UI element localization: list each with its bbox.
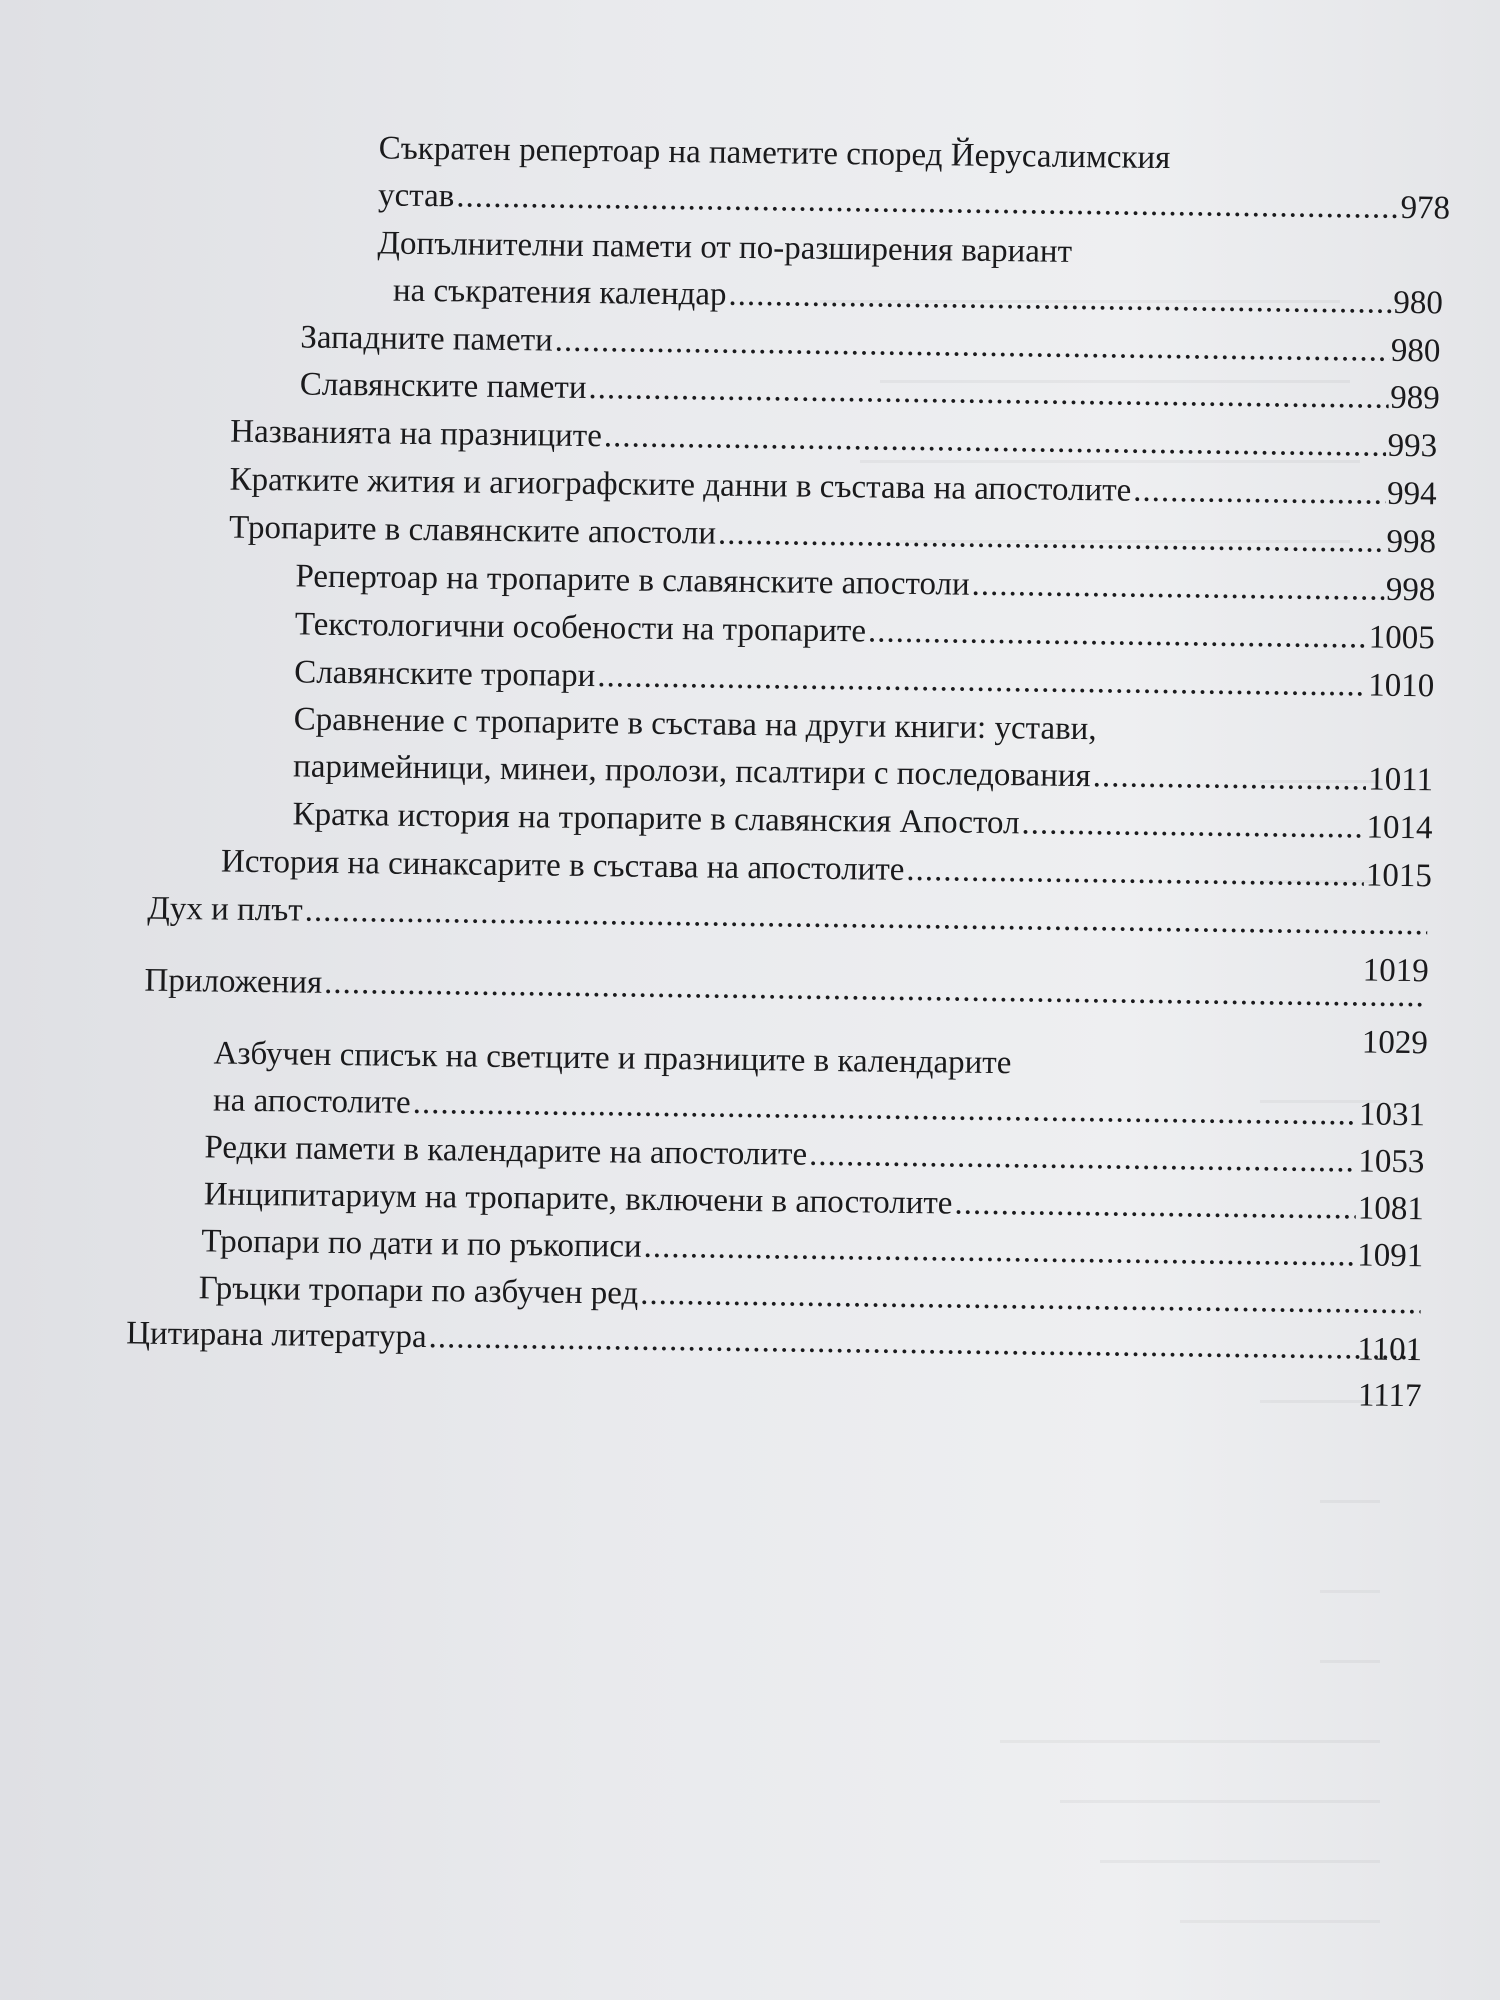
toc-page-number: 994 [1386,475,1437,513]
toc-entry[interactable] [293,696,1434,804]
toc-entry-title: на съкратения календар [392,272,727,313]
toc-page-number: 1010 [1368,667,1435,705]
toc-page-number: 1014 [1366,809,1433,847]
dot-leader [1021,800,1365,851]
toc-entry-title: Кратките жития и агиографските данни в състава на апостолите [229,461,1132,509]
dot-leader [1133,468,1385,518]
toc-entry-title: Западните памети [300,319,554,359]
toc-entry-title: Приложения [144,962,323,1001]
toc-entry[interactable] [213,1030,1426,1139]
toc-entry-title: История на синаксарите в състава на апостолите [220,843,905,888]
toc-entry-title: Тропарите в славянските апостоли [228,509,717,552]
toc-page-number: 1011 [1368,761,1434,799]
toc-entry-title: Славянските памети [299,366,587,406]
toc-page-number: 1029 [1361,1024,1429,1062]
toc-entry[interactable] [125,1310,1422,1420]
toc-entry-title: паримейници, минеи, пролози, псалтири с последования [292,748,1091,795]
toc-entry[interactable] [378,125,1451,232]
toc-page-number: 980 [1393,284,1444,322]
toc-page-number: 1091 [1357,1237,1424,1275]
toc-page-number: 998 [1386,523,1437,561]
toc-page-number: 998 [1385,571,1436,609]
dot-leader [604,413,1386,470]
toc-entry-title: Цитирана литература [125,1315,427,1356]
toc-entry-title: устав [377,177,455,215]
toc-page-number: 1031 [1358,1096,1426,1134]
toc-page-number: 1081 [1357,1190,1425,1228]
dot-leader [718,511,1385,566]
toc-entry-title: Гръцки тропари по азбучен ред [198,1270,639,1312]
dot-leader [906,847,1364,900]
toc-page-number: 980 [1390,332,1441,370]
dot-leader [1092,753,1366,803]
toc-page-number: 1101 [1357,1331,1423,1369]
toc-page-number: 1117 [1357,1377,1422,1415]
toc-page-number: 989 [1390,379,1440,417]
toc-entry-title: Тропари по дати и по ръкописи [201,1223,642,1265]
toc-page-number: 1015 [1365,857,1433,895]
toc-entry-title-line1: Азбучен списък на светците и празниците в календарите [213,1035,1012,1082]
toc-page-number: 1005 [1368,619,1436,657]
toc-entry-title: Инципитариум на тропарите, включени в апостолите [203,1176,953,1222]
toc-entry-title: на апостолите [212,1082,411,1121]
toc-page-number: 1053 [1358,1143,1425,1181]
toc-page-number: 978 [1400,189,1451,227]
toc-entry-title: Дух и плът [147,890,303,929]
dot-leader [868,608,1367,661]
dot-leader [954,1181,1356,1233]
toc-entry-title: Редки памети в календарите на апостолите [204,1129,808,1173]
toc-entry-title: Текстологични особености на тропарите [294,606,867,650]
toc-entry[interactable] [377,220,1444,327]
toc-entry-title: Репертоар на тропарите в славянските апостоли [295,558,970,603]
toc-page-number: 1019 [1362,952,1429,990]
toc-entry-title: Славянските тропари [294,654,596,695]
toc-entry-title: Названията на празниците [230,413,603,455]
dot-leader [588,365,1388,422]
dot-leader [728,272,1391,327]
toc-entry-title-line1: Сравнение с тропарите в състава на други книги: устави, [293,701,1097,748]
toc-entry-title-line1: Съкратен репертоар на паметите според Йерусалимския [378,130,1171,177]
dot-leader [971,562,1384,614]
toc-entry-title: Кратка история на тропарите в славянския Апостол [292,796,1020,842]
toc-entry-title-line1: Допълнителни памети от по-разширения вариант [377,225,1073,270]
toc-page-number: 993 [1387,427,1438,465]
dot-leader [809,1132,1357,1186]
